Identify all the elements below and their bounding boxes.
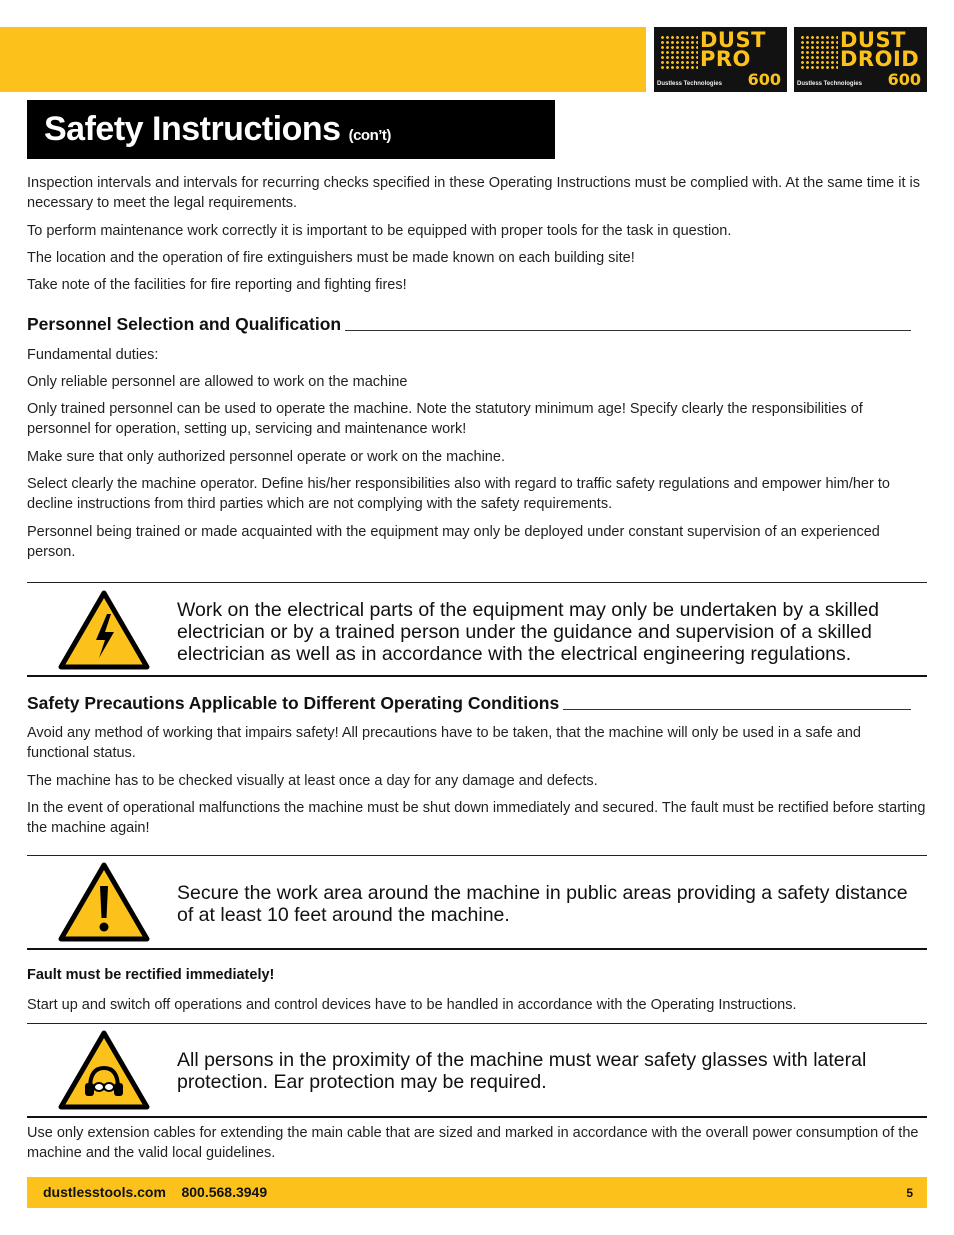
- ppe-warning-text: All persons in the proximity of the machine must wear safety glasses with lateral protection. Ear protection may be required.: [177, 1049, 867, 1093]
- divider: [27, 582, 927, 583]
- precautions-paragraph-3: In the event of operational malfunctions the machine must be shut down immediately and secured. The fault must be rectified before starting the machine again!: [27, 800, 926, 836]
- closing-paragraph: Use only extension cables for extending the main cable that are sized and marked in accordance with the overall power consumption of the machine and the valid local guidelines.: [27, 1125, 919, 1161]
- logo-line2: DROID: [840, 47, 920, 71]
- electrical-hazard-icon: [58, 590, 150, 670]
- heading-rule: [563, 709, 911, 710]
- dustpro-600-logo: [654, 27, 787, 92]
- logo-model: 600: [887, 70, 921, 89]
- divider: [27, 675, 927, 677]
- personnel-heading-text: Personnel Selection and Qualification: [27, 314, 342, 334]
- intro-paragraph-4: Take note of the facilities for fire reporting and fighting fires!: [27, 277, 407, 293]
- logo-dot-grid: [800, 35, 838, 71]
- general-warning-text: Secure the work area around the machine in public areas providing a safety distance of at least 10 feet around the machine.: [177, 882, 908, 926]
- heading-rule: [345, 330, 911, 331]
- caution-exclamation-icon: [58, 862, 150, 942]
- fundamental-duties-label: Fundamental duties:: [27, 347, 159, 363]
- logo-brand: Dustless Technologies: [657, 81, 722, 87]
- intro-paragraph-1: Inspection intervals and intervals for recurring checks specified in these Operating Instructions must be complied with. At the same time it is necessary to meet the legal requirements.: [27, 175, 920, 211]
- intro-paragraph-3: The location and the operation of fire extinguishers must be made known on each building site!: [27, 250, 635, 266]
- page-title-suffix: (con’t): [348, 127, 391, 144]
- precautions-heading-text: Safety Precautions Applicable to Different Operating Conditions: [27, 693, 560, 713]
- divider: [27, 855, 927, 856]
- precautions-heading: [27, 693, 911, 714]
- personnel-heading: [27, 314, 911, 335]
- precautions-paragraph-1: Avoid any method of working that impairs safety! All precautions have to be taken, that the machine will only be used in a safe and functional status.: [27, 725, 861, 761]
- personnel-paragraph-1: Only reliable personnel are allowed to work on the machine: [27, 374, 408, 390]
- divider: [27, 1023, 927, 1024]
- safety-glasses-ear-protection-icon: [58, 1030, 150, 1110]
- logo-brand: Dustless Technologies: [797, 81, 862, 87]
- precautions-paragraph-2: The machine has to be checked visually at least once a day for any damage and defects.: [27, 773, 598, 789]
- divider: [27, 948, 927, 950]
- fault-heading: Fault must be rectified immediately!: [27, 967, 275, 983]
- page-title-box: [27, 100, 555, 159]
- logo-dot-grid: [660, 35, 698, 71]
- page-title: Safety Instructions: [44, 110, 341, 148]
- header-yellow-bar: [0, 27, 646, 92]
- intro-paragraph-2: To perform maintenance work correctly it is important to be equipped with proper tools for the task in question.: [27, 223, 732, 239]
- logo-line1: DUST: [700, 28, 766, 52]
- page-number: 5: [906, 1186, 913, 1200]
- dustdroid-600-logo: [794, 27, 927, 92]
- footer-bar: [27, 1177, 927, 1208]
- personnel-paragraph-3: Make sure that only authorized personnel operate or work on the machine.: [27, 449, 505, 465]
- footer-contact: dustlesstools.com 800.568.3949: [43, 1184, 268, 1200]
- logo-line2: PRO: [700, 47, 751, 71]
- personnel-paragraph-4: Select clearly the machine operator. Define his/her responsibilities also with regard to traffic safety regulations and empower him/her to decline instructions from third parties which are not complying with the safety requirements.: [27, 476, 890, 512]
- personnel-paragraph-5: Personnel being trained or made acquainted with the equipment may only be deployed under constant supervision of an experienced person.: [27, 524, 880, 560]
- fault-paragraph: Start up and switch off operations and control devices have to be handled in accordance with the Operating Instructions.: [27, 997, 797, 1013]
- personnel-paragraph-2: Only trained personnel can be used to operate the machine. Note the statutory minimum age! Specify clearly the responsibilities of personnel for operation, setting up, servicing and maintenance work!: [27, 401, 863, 437]
- logo-line1: DUST: [840, 28, 906, 52]
- logo-model: 600: [747, 70, 781, 89]
- electrical-warning-text: Work on the electrical parts of the equipment may only be undertaken by a skilled electrician or by a trained person under the guidance and supervision of a skilled electrician as well as in accordance with the electrical engineering regulations.: [177, 599, 880, 665]
- divider: [27, 1116, 927, 1118]
